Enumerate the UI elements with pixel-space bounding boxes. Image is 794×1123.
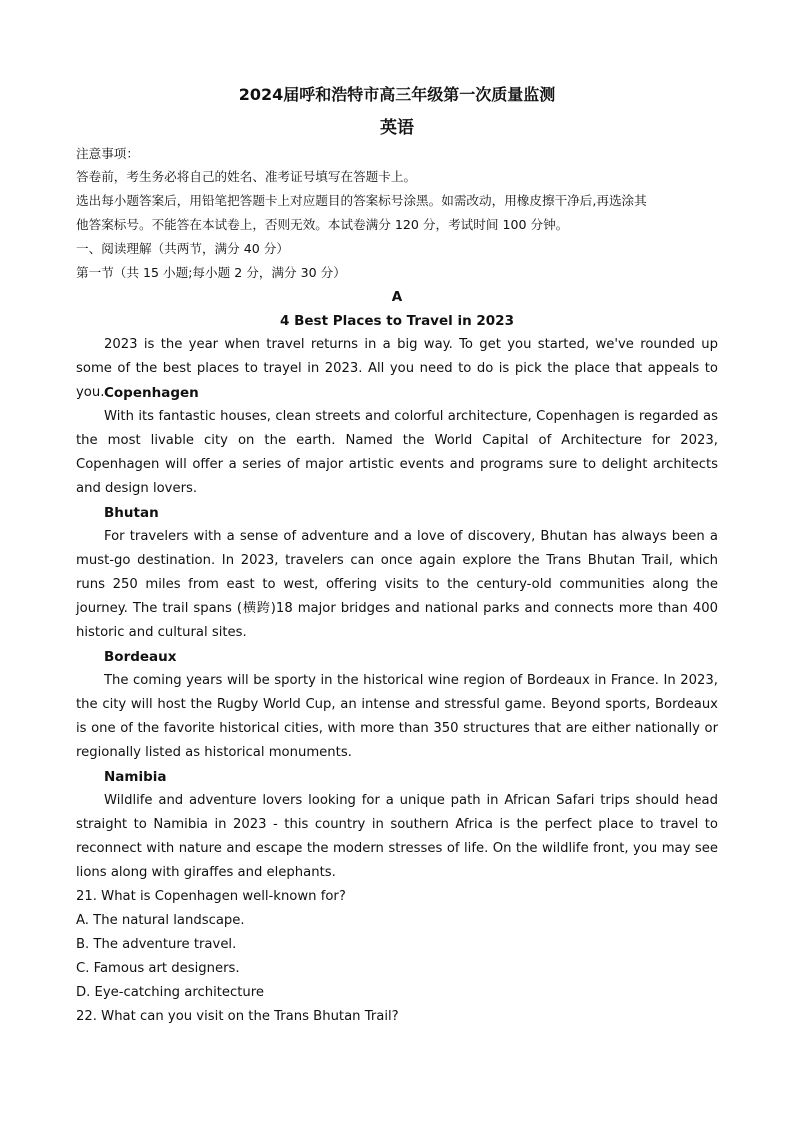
place-heading-bordeaux: Bordeaux [104,649,177,665]
section-heading: 第一节（共 15 小题;每小题 2 分，满分 30 分） [76,265,346,280]
notes-item-2-line-2: 他答案标号。不能答在本试卷上，否则无效。本试卷满分 120 分，考试时间 100 分钟。 [76,217,569,232]
place-text-namibia: Wildlife and adventure lovers looking for a unique path in African Safari trips should head straight to Namibia in 2023 - this country in southern Africa is the perfect place to travel to reconnect with nature and escape the modern stresses of life. On the wildlife front, you may see lions along with giraffes and elephants. [76,793,718,880]
notes-heading: 注意事项： [76,146,139,161]
place-text-bordeaux: The coming years will be sporty in the historical wine region of Bordeaux in France. In 2023, the city will host the Rugby World Cup, an intense and stressful game. Beyond sports, Bordeaux is one of the favorite historical cities, with more than 350 structures that are either nationally or regionally listed as historical monuments. [76,673,718,760]
question-21-option-a: A. The natural landscape. [76,913,245,928]
question-22-stem: 22. What can you visit on the Trans Bhutan Trail? [76,1009,399,1024]
exam-page [76,0,718,1123]
passage-intro: 2023 is the year when travel returns in a big way. To get you started, we've rounded up some of the best places to trayel in 2023. All you need to do is pick the place that appeals to you. [76,337,718,400]
question-21-option-d: D. Eye-catching architecture [76,985,265,1000]
question-21-option-c: C. Famous art designers. [76,961,240,976]
exam-title: 2024届呼和浩特市高三年级第一次质量监测 [238,85,556,104]
place-heading-namibia: Namibia [104,769,167,785]
passage-label: A [391,289,403,305]
passage-title: 4 Best Places to Travel in 2023 [280,313,514,329]
place-text-copenhagen: With its fantastic houses, clean streets and colorful architecture, Copenhagen is regarded as the most livable city on the earth. Named the World Capital of Architecture for 2023, Copenhagen will offer a series of major artistic events and programs sure to delight architects and design lovers. [76,409,718,496]
subject-title: 英语 [380,118,414,138]
place-text-bhutan: For travelers with a sense of adventure and a love of discovery, Bhutan has always been a must-go destination. In 2023, travelers can once again explore the Trans Bhutan Trail, which runs 250 miles from east to west, offering visits to the century-old communities along the journey. The trail spans (横跨)18 major bridges and national parks and connects more than 400 historic and cultural sites. [76,529,718,640]
question-21-stem: 21. What is Copenhagen well-known for? [76,889,346,904]
place-heading-bhutan: Bhutan [104,505,159,521]
part-heading: 一、阅读理解（共两节，满分 40 分） [76,241,289,256]
notes-item-2-line-1: 选出每小题答案后，用铅笔把答题卡上对应题目的答案标号涂黑。如需改动，用橡皮擦干净后,再选涂其 [76,193,647,208]
place-heading-copenhagen: Copenhagen [104,385,199,401]
question-21-option-b: B. The adventure travel. [76,937,237,952]
notes-item-1: 答卷前，考生务必将自己的姓名、准考证号填写在答题卡上。 [76,169,417,184]
